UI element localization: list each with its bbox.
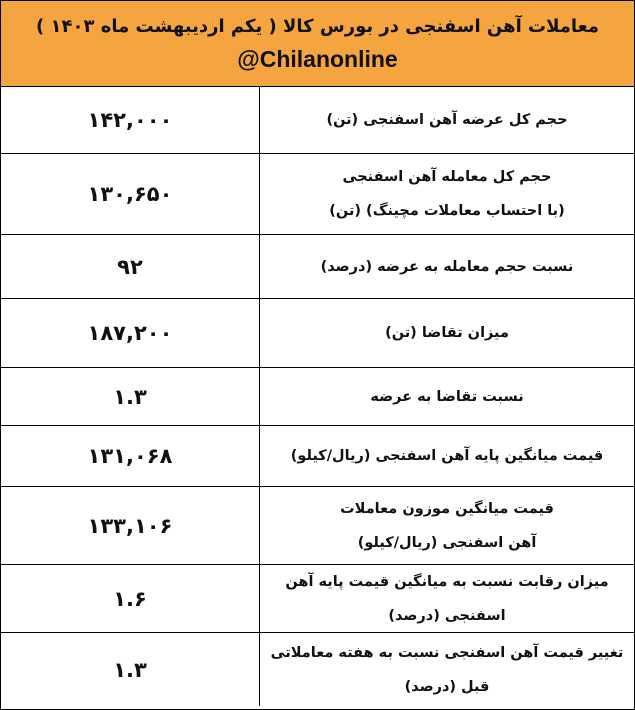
- table-row: [1, 565, 634, 633]
- row-label-line: نسبت حجم معامله به عرضه (درصد): [320, 258, 574, 275]
- row-label: [260, 487, 634, 564]
- table-title: معاملات آهن اسفنجی در بورس کالا ( یکم اردیبهشت ماه ۱۴۰۳ ): [36, 15, 599, 37]
- row-label: [260, 299, 634, 367]
- row-label-line: تغییر قیمت آهن اسفنجی نسبت به هفته معاملاتی: [270, 644, 624, 661]
- row-label: [260, 565, 634, 632]
- table-header: [1, 1, 634, 87]
- row-label: [260, 633, 634, 706]
- table-row: [1, 368, 634, 426]
- table-row: [1, 87, 634, 154]
- row-value: ۱۳۳,۱۰۶: [1, 487, 260, 564]
- table-row: [1, 235, 634, 299]
- row-value: ۱۳۰,۶۵۰: [1, 154, 260, 234]
- channel-handle: @Chilanonline: [237, 45, 398, 72]
- row-label-line: نسبت تقاضا به عرضه: [370, 388, 524, 405]
- row-value: ۱.۳: [1, 368, 260, 425]
- row-label: [260, 368, 634, 425]
- row-label-line: حجم کل معامله آهن اسفنجی: [342, 169, 552, 185]
- table-row: [1, 154, 634, 235]
- row-value: ۱۳۱,۰۶۸: [1, 426, 260, 486]
- row-label-line: اسفنجی (درصد): [388, 607, 506, 624]
- table-row: [1, 426, 634, 487]
- row-value: ۱۴۲,۰۰۰: [1, 87, 260, 153]
- row-value: ۱.۳: [1, 633, 260, 706]
- row-label-line: قیمت میانگین پایه آهن اسفنجی (ریال/کیلو): [290, 448, 604, 464]
- row-label-line: قیمت میانگین موزون معاملات: [340, 500, 554, 517]
- table-row: [1, 299, 634, 368]
- row-label: [260, 235, 634, 298]
- row-label-line: حجم کل عرضه آهن اسفنجی (تن): [326, 112, 568, 128]
- row-label: [260, 154, 634, 234]
- row-label-line: میزان رقابت نسبت به میانگین قیمت پایه آهن: [285, 573, 609, 590]
- row-label: [260, 426, 634, 486]
- table-row: [1, 487, 634, 565]
- row-label-line: آهن اسفنجی (ریال/کیلو): [357, 534, 537, 551]
- row-label-line: (با احتساب معاملات مچینگ) (تن): [329, 203, 565, 219]
- row-value: ۹۲: [1, 235, 260, 298]
- row-label: [260, 87, 634, 153]
- table-row: [1, 633, 634, 706]
- row-value: ۱۸۷,۲۰۰: [1, 299, 260, 367]
- row-label-line: میزان تقاضا (تن): [385, 325, 509, 341]
- row-label-line: قبل (درصد): [404, 678, 490, 695]
- row-value: ۱.۶: [1, 565, 260, 632]
